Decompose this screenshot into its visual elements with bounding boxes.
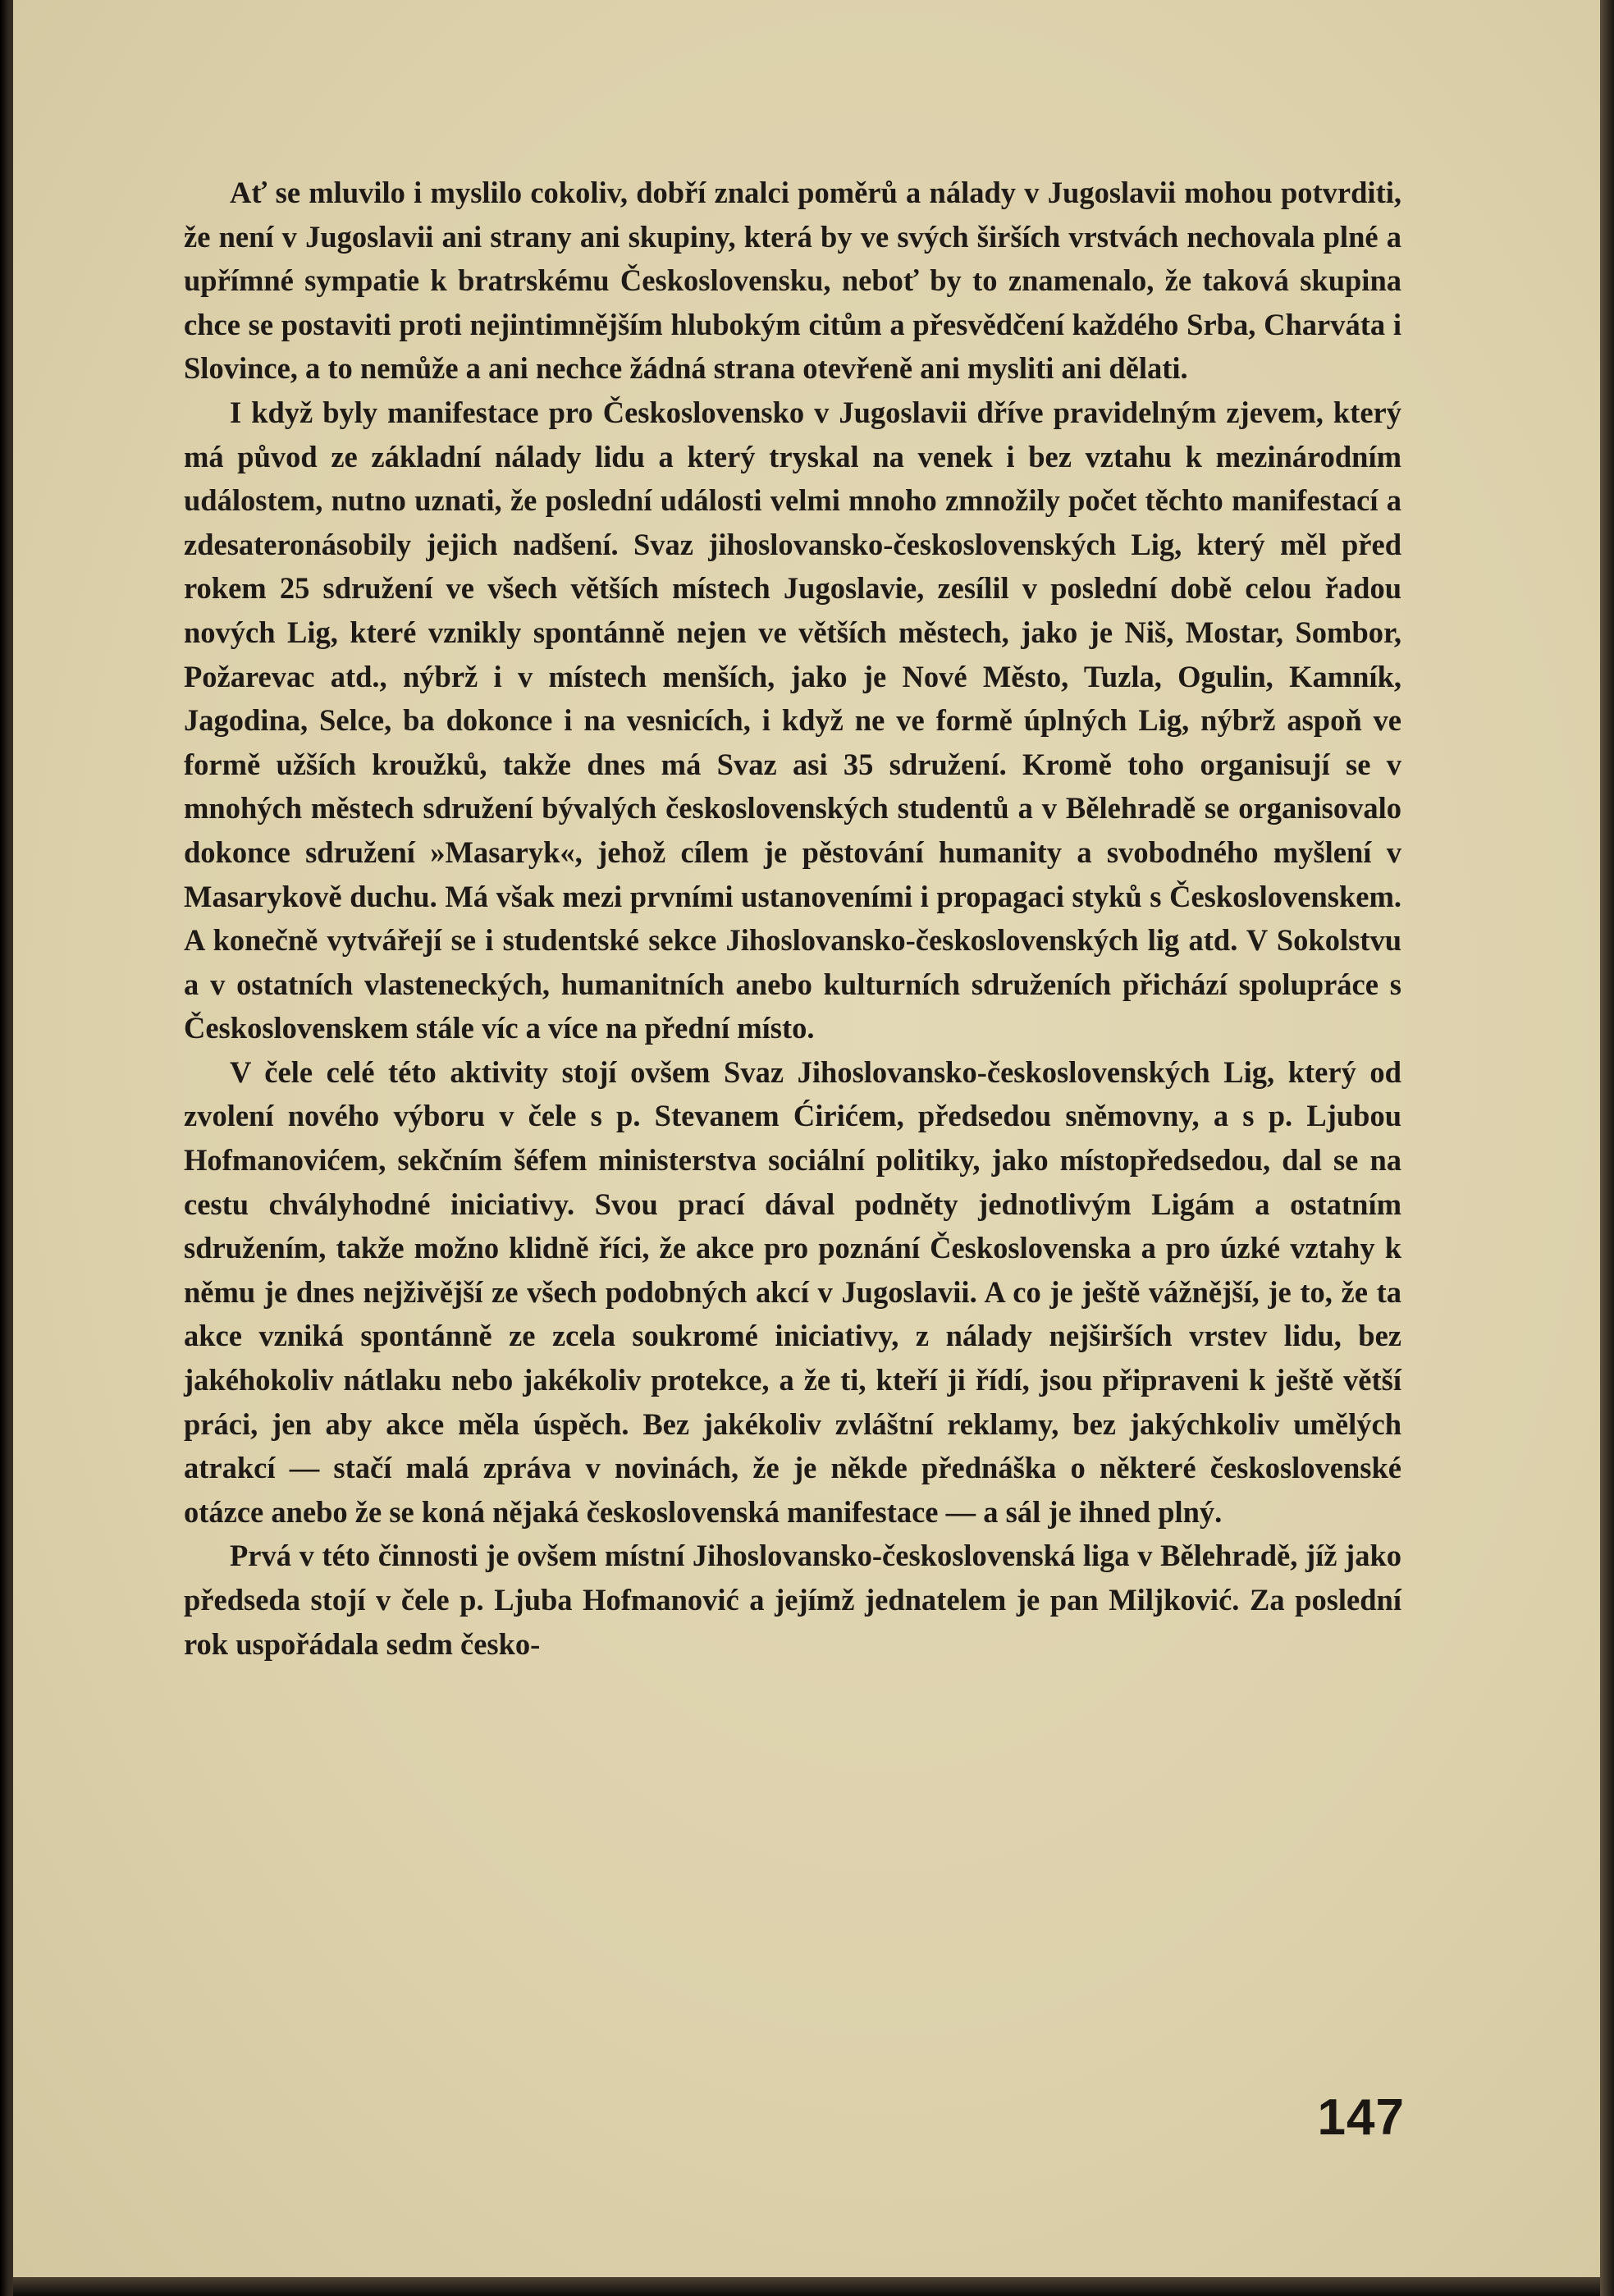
left-page-edge [0,0,13,2296]
paragraph-3: V čele celé této aktivity stojí ovšem Svaz Jihoslovansko-československých Lig, který od zvolení nového výboru v čele s p. Stevanem Ćirićem, předsedou sněmovny, a s p. Ljubou Hofmanovićem, sekčním šéfem ministerstva sociální politiky, jako místopředsedou, dal se na cestu chvályhodné iniciativy. Svou prací dával podněty jednotlivým Ligám a ostatním sdružením, takže možno klidně říci, že akce pro poznání Československa a pro úzké vztahy k němu je dnes nejživější ze všech podobných akcí v Jugoslavii. A co je ještě vážnější, je to, že ta akce vzniká spontánně ze zcela soukromé iniciativy, z nálady nejširších vrstev lidu, bez jakéhokoliv nátlaku nebo jakékoliv protekce, a že ti, kteří ji řídí, jsou připraveni k ještě větší práci, jen aby akce měla úspěch. Bez jakékoliv zvláštní reklamy, bez jakýchkoliv umělých atrakcí — stačí malá zpráva v novinách, že je někde přednáška o některé československé otázce anebo že se koná nějaká československá manifestace — a sál je ihned plný. [184,1054,1401,1529]
right-page-edge [1600,0,1614,2296]
body-text [184,171,1401,1666]
paragraph-2: I když byly manifestace pro Československo v Jugoslavii dříve pravidelným zjevem, který má původ ze základní nálady lidu a který tryskal na venek i bez vztahu k mezinárodním událostem, nutno uznati, že poslední události velmi mnoho zmnožily počet těchto manifestací a zdesateronásobily jejich nadšení. Svaz jihoslovansko-československých Lig, který měl před rokem 25 sdružení ve všech větších místech Jugoslavie, zesílil v poslední době celou řadou nových Lig, které vznikly spontánně nejen ve větších městech, jako je Niš, Mostar, Sombor, Požarevac atd., nýbrž i v místech menších, jako je Nové Město, Tuzla, Ogulin, Kamník, Jagodina, Selce, ba dokonce i na vesnicích, i když ne ve formě úplných Lig, nýbrž aspoň ve formě užších kroužků, takže dnes má Svaz asi 35 sdružení. Kromě toho organisují se v mnohých městech sdružení bývalých československých studentů a v Bělehradě se organisovalo dokonce sdružení »Masaryk«, jehož cílem je pěstování humanity a svobodného myšlení v Masarykově duchu. Má však mezi prvními ustanoveními i propagaci styků s Československem. A konečně vytvářejí se i studentské sekce Jihoslovansko-československých lig atd. V Sokolstvu a v ostatních vlasteneckých, humanitních anebo kulturních sdruženích přichází spolupráce s Československem stále víc a více na přední místo. [184,395,1401,1045]
paragraph-4: Prvá v této činnosti je ovšem místní Jihoslovansko-československá liga v Bělehradě, jíž jako předseda stojí v čele p. Ljuba Hofmanović a jejímž jednatelem je pan Miljković. Za poslední rok uspořádala sedm česko- [184,1539,1401,1661]
page-number: 147 [1317,2089,1405,2146]
bottom-page-edge [13,2277,1600,2296]
paragraph-1: Ať se mluvilo i myslilo cokoliv, dobří znalci poměrů a nálady v Jugoslavii mohou potvrditi, že není v Jugoslavii ani strany ani skupiny, která by ve svých širších vrstvách nechovala plné a upřímné sympatie k bratrskému Československu, neboť by to znamenalo, že taková skupina chce se postaviti proti nejintimnějším hlubokým citům a přesvědčení každého Srba, Charváta i Slovince, a to nemůže a ani nechce žádná strana otevřeně ani mysliti ani dělati. [184,176,1401,386]
